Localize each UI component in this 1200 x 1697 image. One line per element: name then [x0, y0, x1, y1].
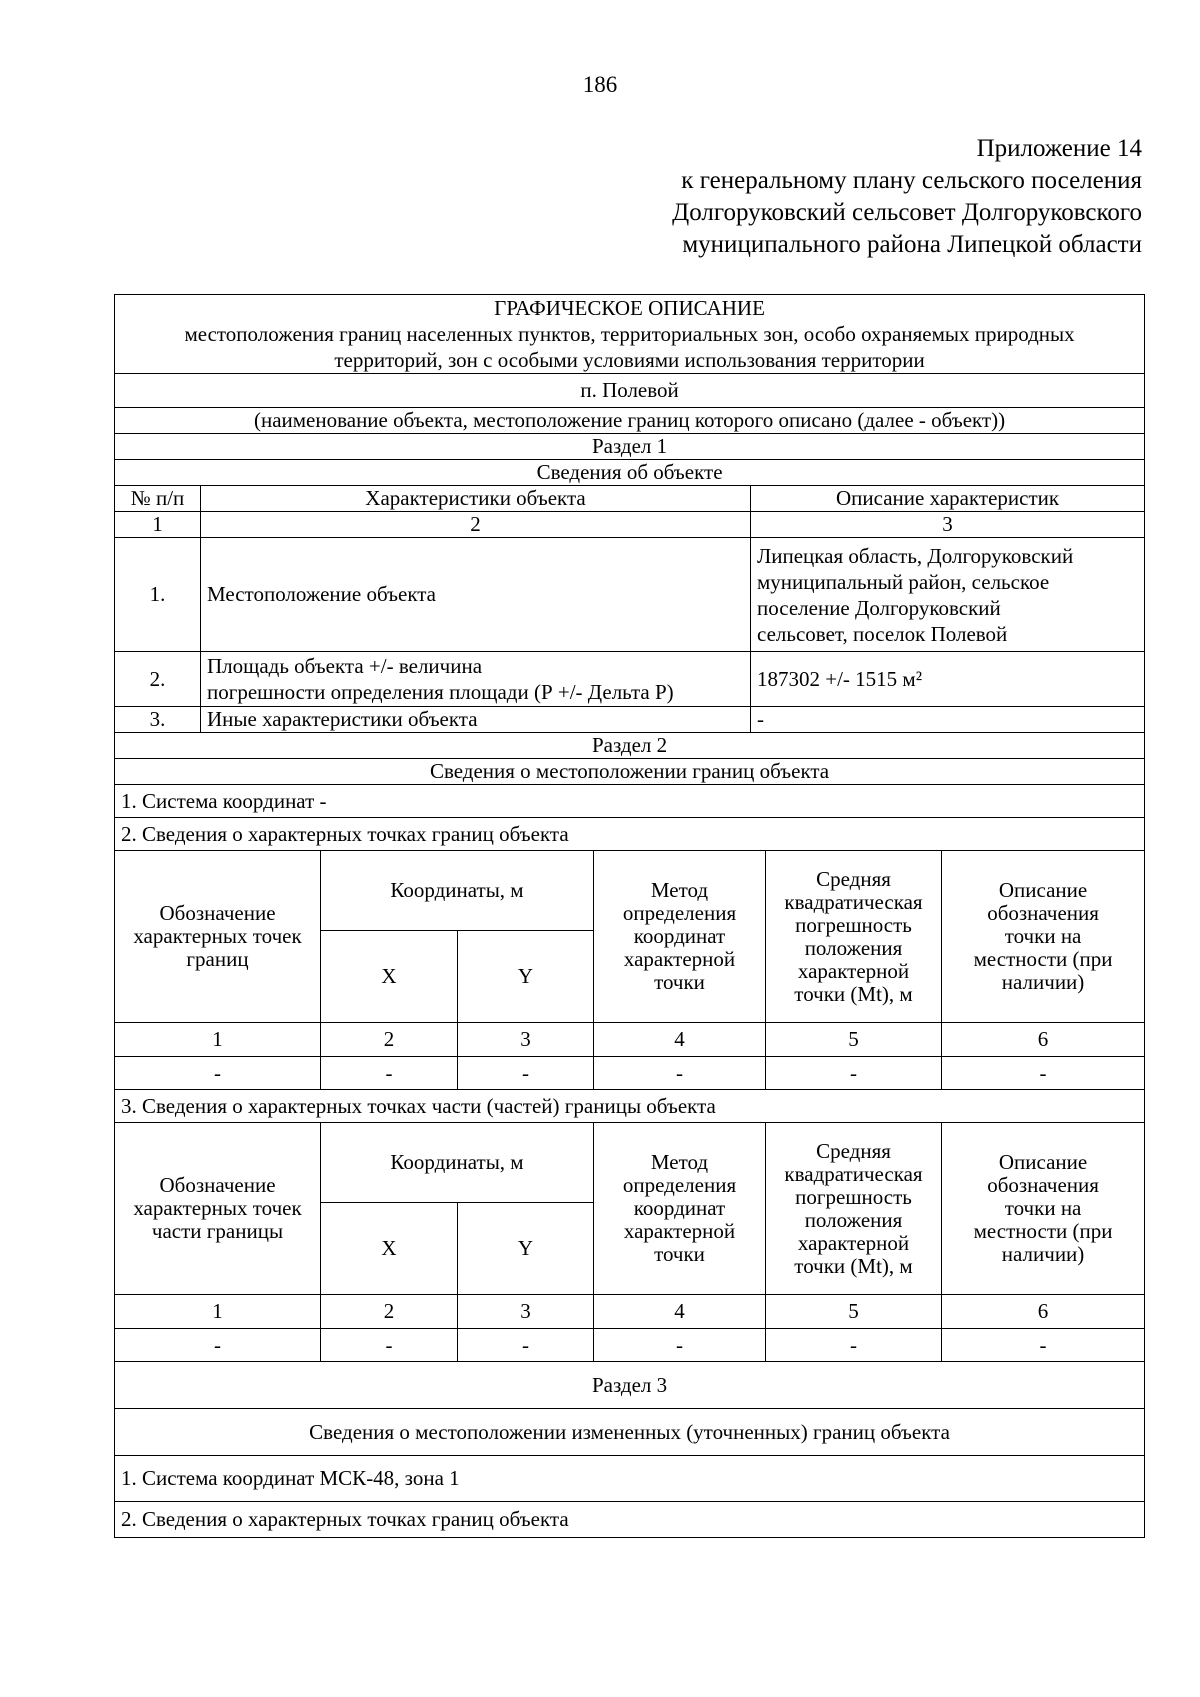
row-label: Иные характеристики объекта — [201, 707, 751, 733]
h-error — [766, 1123, 942, 1295]
table-row — [115, 1329, 1145, 1362]
cell: - — [115, 1057, 321, 1090]
row-value — [751, 538, 1145, 652]
appendix-line: Долгоруковский сельсовет Долгоруковского — [672, 199, 1142, 226]
section3-coord-system: 1. Система координат МСК-48, зона 1 — [115, 1456, 1145, 1502]
value-line: Липецкая область, Долгоруковский — [757, 543, 1074, 568]
section1-subtitle: Сведения об объекте — [115, 460, 1145, 486]
h-line: положения — [804, 935, 903, 960]
value-line: сельсовет, поселок Полевой — [757, 621, 1008, 646]
h-line: местности (при — [973, 947, 1113, 971]
h-line: Обозначение — [159, 1173, 276, 1197]
h-line: Средняя — [816, 866, 891, 891]
section2-title: Раздел 2 — [115, 733, 1145, 759]
col-number: 2 — [201, 512, 751, 538]
form-title: ГРАФИЧЕСКОЕ ОПИСАНИЕ — [494, 296, 765, 320]
h-y: Y — [458, 1203, 594, 1295]
h-line: границ — [186, 947, 249, 971]
col-header-description: Описание характеристик — [751, 486, 1145, 512]
h-line: квадратическая — [784, 1161, 923, 1186]
col-number: 3 — [751, 512, 1145, 538]
table-row — [115, 652, 1145, 707]
row-label — [201, 652, 751, 707]
col-number: 6 — [942, 1023, 1145, 1057]
h-designation-part — [115, 1123, 321, 1295]
section1-title: Раздел 1 — [115, 434, 1145, 460]
row-value: - — [751, 707, 1145, 733]
section2-coord-system: 1. Система координат - — [115, 785, 1145, 818]
h-line: погрешность — [795, 1184, 912, 1209]
appendix-line: муниципального района Липецкой области — [682, 231, 1142, 258]
row-label: Местоположение объекта — [201, 538, 751, 652]
h-line: характерных точек — [133, 1196, 302, 1220]
h-line: обозначения — [987, 1173, 1099, 1197]
h-line: координат — [633, 1196, 726, 1220]
col-number: 4 — [594, 1023, 766, 1057]
h-desc — [942, 1123, 1145, 1295]
col-number: 1 — [115, 1295, 321, 1329]
cell: - — [942, 1329, 1145, 1362]
object-name-caption: (наименование объекта, местоположение границ которого описано (далее - объект)) — [115, 408, 1145, 434]
page-number: 186 — [582, 72, 618, 97]
h-line: точки на — [1004, 1196, 1082, 1220]
h-designation — [115, 851, 321, 1023]
section3-title: Раздел 3 — [115, 1362, 1145, 1409]
appendix-line: к генеральному плану сельского поселения — [681, 167, 1142, 194]
col-number: 1 — [115, 512, 201, 538]
label-line: погрешности определения площади (Р +/- Дельта Р) — [207, 680, 674, 704]
h-y: Y — [458, 931, 594, 1023]
h-line: точки — [654, 970, 705, 994]
form-subtitle: территорий, зон с особыми условиями использования территории — [334, 348, 925, 372]
h-line: характерной — [623, 1219, 736, 1243]
h-x: X — [321, 931, 458, 1023]
table-row — [115, 1057, 1145, 1090]
h-line: Средняя — [816, 1138, 891, 1163]
h-line: характерных точек — [133, 924, 302, 948]
h-line: определения — [622, 901, 737, 925]
h-line: наличии) — [1001, 1242, 1085, 1266]
cell: - — [942, 1057, 1145, 1090]
col-number: 2 — [321, 1295, 458, 1329]
h-line: точки (Mt), м — [794, 1253, 913, 1278]
table-row — [115, 707, 1145, 733]
h-line: Метод — [650, 878, 709, 902]
appendix-note — [542, 133, 1142, 261]
h-line: Описание — [998, 1150, 1088, 1174]
h-line: Метод — [650, 1150, 709, 1174]
h-x: X — [321, 1203, 458, 1295]
h-line: координат — [633, 924, 726, 948]
graphic-description-form — [114, 294, 1145, 1538]
h-line: части границы — [151, 1219, 284, 1243]
row-num: 2. — [115, 652, 201, 707]
section3-points-title: 2. Сведения о характерных точках границ объекта — [115, 1502, 1145, 1538]
h-line: погрешность — [795, 912, 912, 937]
col-number: 5 — [766, 1023, 942, 1057]
col-header-characteristics: Характеристики объекта — [201, 486, 751, 512]
col-number: 6 — [942, 1295, 1145, 1329]
h-line: определения — [622, 1173, 737, 1197]
h-line: положения — [804, 1207, 903, 1232]
value-line: поселение Долгоруковский — [757, 595, 1001, 620]
h-line: характерной — [623, 947, 736, 971]
cell: - — [115, 1329, 321, 1362]
section2-subtitle: Сведения о местоположении границ объекта — [115, 759, 1145, 785]
col-number: 3 — [458, 1295, 594, 1329]
label-line: Площадь объекта +/- величина — [207, 654, 483, 678]
h-line: местности (при — [973, 1219, 1113, 1243]
h-method — [594, 851, 766, 1023]
h-line: характерной — [797, 1230, 910, 1255]
object-name: п. Полевой — [115, 374, 1145, 408]
form-subtitle: местоположения границ населенных пунктов, территориальных зон, особо охраняемых природных — [184, 322, 1075, 346]
cell: - — [321, 1329, 458, 1362]
col-number: 5 — [766, 1295, 942, 1329]
section3-subtitle: Сведения о местоположении измененных (уточненных) границ объекта — [115, 1409, 1145, 1456]
col-header-num: № п/п — [115, 486, 201, 512]
h-line: Описание — [998, 878, 1088, 902]
h-line: обозначения — [987, 901, 1099, 925]
h-coords: Координаты, м — [321, 1123, 594, 1203]
cell: - — [321, 1057, 458, 1090]
cell: - — [594, 1329, 766, 1362]
h-line: точки на — [1004, 924, 1082, 948]
table-row — [115, 538, 1145, 652]
row-num: 3. — [115, 707, 201, 733]
section2-points-title: 2. Сведения о характерных точках границ объекта — [115, 818, 1145, 851]
form-header — [115, 295, 1145, 374]
value-line: муниципальный район, сельское — [757, 569, 1050, 594]
h-line: Обозначение — [159, 901, 276, 925]
col-number: 2 — [321, 1023, 458, 1057]
h-line: точки (Mt), м — [794, 981, 913, 1006]
cell: - — [458, 1329, 594, 1362]
h-error — [766, 851, 942, 1023]
h-line: точки — [654, 1242, 705, 1266]
row-value: 187302 +/- 1515 м² — [751, 652, 1145, 707]
section2-part-points-title: 3. Сведения о характерных точках части (частей) границы объекта — [115, 1090, 1145, 1123]
h-desc — [942, 851, 1145, 1023]
h-method — [594, 1123, 766, 1295]
row-num: 1. — [115, 538, 201, 652]
cell: - — [766, 1057, 942, 1090]
cell: - — [766, 1329, 942, 1362]
h-line: наличии) — [1001, 970, 1085, 994]
col-number: 4 — [594, 1295, 766, 1329]
h-coords: Координаты, м — [321, 851, 594, 931]
cell: - — [594, 1057, 766, 1090]
col-number: 3 — [458, 1023, 594, 1057]
h-line: квадратическая — [784, 889, 923, 914]
h-line: характерной — [797, 958, 910, 983]
cell: - — [458, 1057, 594, 1090]
col-number: 1 — [115, 1023, 321, 1057]
appendix-line: Приложение 14 — [976, 135, 1142, 162]
